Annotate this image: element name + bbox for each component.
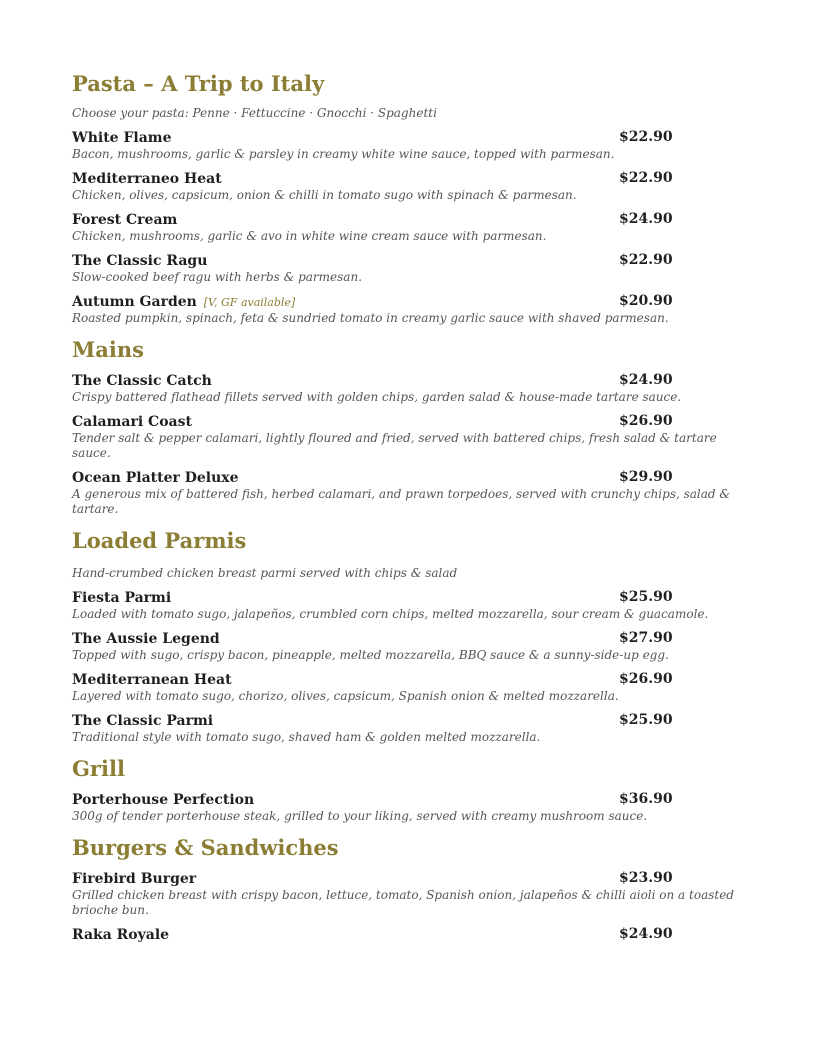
item-price: $24.90 [619,211,673,227]
item-description: Chicken, mushrooms, garlic & avo in white wine cream sauce with parmesan. [72,229,547,243]
item-description: Loaded with tomato sugo, jalapeños, crumbled corn chips, melted mozzarella, sour cream & guacamole. [72,607,709,621]
section-burgers-sandwiches [72,834,762,944]
item-price: $25.90 [619,589,673,605]
item-price: $22.90 [619,252,673,268]
item-description: Layered with tomato sugo, chorizo, olives, capsicum, Spanish onion & melted mozzarella. [72,689,619,703]
item-name: Ocean Platter Deluxe [72,470,239,486]
item-description: Bacon, mushrooms, garlic & parsley in creamy white wine sauce, topped with parmesan. [72,147,615,161]
menu-item [72,209,762,244]
item-name: Porterhouse Perfection [72,792,255,808]
menu-item [72,628,762,663]
menu-item [72,868,762,918]
dietary-tag: [V, GF available] [203,296,296,309]
item-price: $26.90 [619,671,673,687]
menu-item [72,370,762,405]
item-name: Forest Cream [72,212,178,228]
item-name: Mediterranean Heat [72,672,232,688]
menu-item [72,467,762,517]
item-price: $22.90 [619,170,673,186]
item-name: Mediterraneo Heat [72,171,222,187]
item-name: The Classic Ragu [72,253,208,269]
section-mains [72,336,762,517]
item-price: $24.90 [619,926,673,942]
item-description: Tender salt & pepper calamari, lightly floured and fried, served with battered chips, fresh salad & tartare sauce. [72,431,717,460]
item-description: Topped with sugo, crispy bacon, pineapple, melted mozzarella, BBQ sauce & a sunny-side-up egg. [72,648,669,662]
item-description: Grilled chicken breast with crispy bacon, lettuce, tomato, Spanish onion, jalapeños & chilli aioli on a toasted brioche bun. [72,888,734,917]
menu-item [72,789,762,824]
item-name: The Classic Parmi [72,713,214,729]
item-price: $24.90 [619,372,673,388]
item-name: Fiesta Parmi [72,590,172,606]
item-price: $20.90 [619,293,673,309]
section-loaded-parmis [72,527,762,745]
section-note: Hand-crumbed chicken breast parmi served with chips & salad [72,566,458,580]
item-description: Roasted pumpkin, spinach, feta & sundried tomato in creamy garlic sauce with shaved parmesan. [72,311,669,325]
section-pasta [72,70,762,326]
item-price: $27.90 [619,630,673,646]
item-name [72,294,295,310]
menu-item [72,291,762,326]
item-description: Chicken, olives, capsicum, onion & chilli in tomato sugo with spinach & parmesan. [72,188,577,202]
section-note: Choose your pasta: Penne · Fettuccine · Gnocchi · Spaghetti [72,106,437,120]
item-name: The Aussie Legend [72,631,220,647]
item-description: Traditional style with tomato sugo, shaved ham & golden melted mozzarella. [72,730,541,744]
section-grill [72,755,762,824]
section-title: Loaded Parmis [72,528,247,553]
item-name-text: Autumn Garden [72,294,197,310]
item-price: $36.90 [619,791,673,807]
item-name: Calamari Coast [72,414,192,430]
item-description: Slow-cooked beef ragu with herbs & parmesan. [72,270,363,284]
menu-item [72,924,762,944]
menu-item [72,411,762,461]
item-price: $23.90 [619,870,673,886]
item-description: A generous mix of battered fish, herbed calamari, and prawn torpedoes, served with crunchy chips, salad & tartare. [72,487,731,516]
item-name: The Classic Catch [72,373,212,389]
menu-page [72,70,762,950]
item-price: $26.90 [619,413,673,429]
section-title: Mains [72,337,144,362]
item-name: Firebird Burger [72,871,197,887]
section-title: Pasta – A Trip to Italy [72,71,325,96]
item-price: $22.90 [619,129,673,145]
item-price: $29.90 [619,469,673,485]
menu-item [72,669,762,704]
menu-item [72,250,762,285]
menu-item [72,168,762,203]
menu-item [72,587,762,622]
item-price: $25.90 [619,712,673,728]
item-description: 300g of tender porterhouse steak, grilled to your liking, served with creamy mushroom sauce. [72,809,648,823]
section-title: Grill [72,756,125,781]
item-name: Raka Royale [72,927,170,943]
menu-item [72,127,762,162]
menu-item [72,710,762,745]
section-title: Burgers & Sandwiches [72,835,339,860]
item-description: Crispy battered flathead fillets served with golden chips, garden salad & house-made tartare sauce. [72,390,682,404]
item-name: White Flame [72,130,172,146]
